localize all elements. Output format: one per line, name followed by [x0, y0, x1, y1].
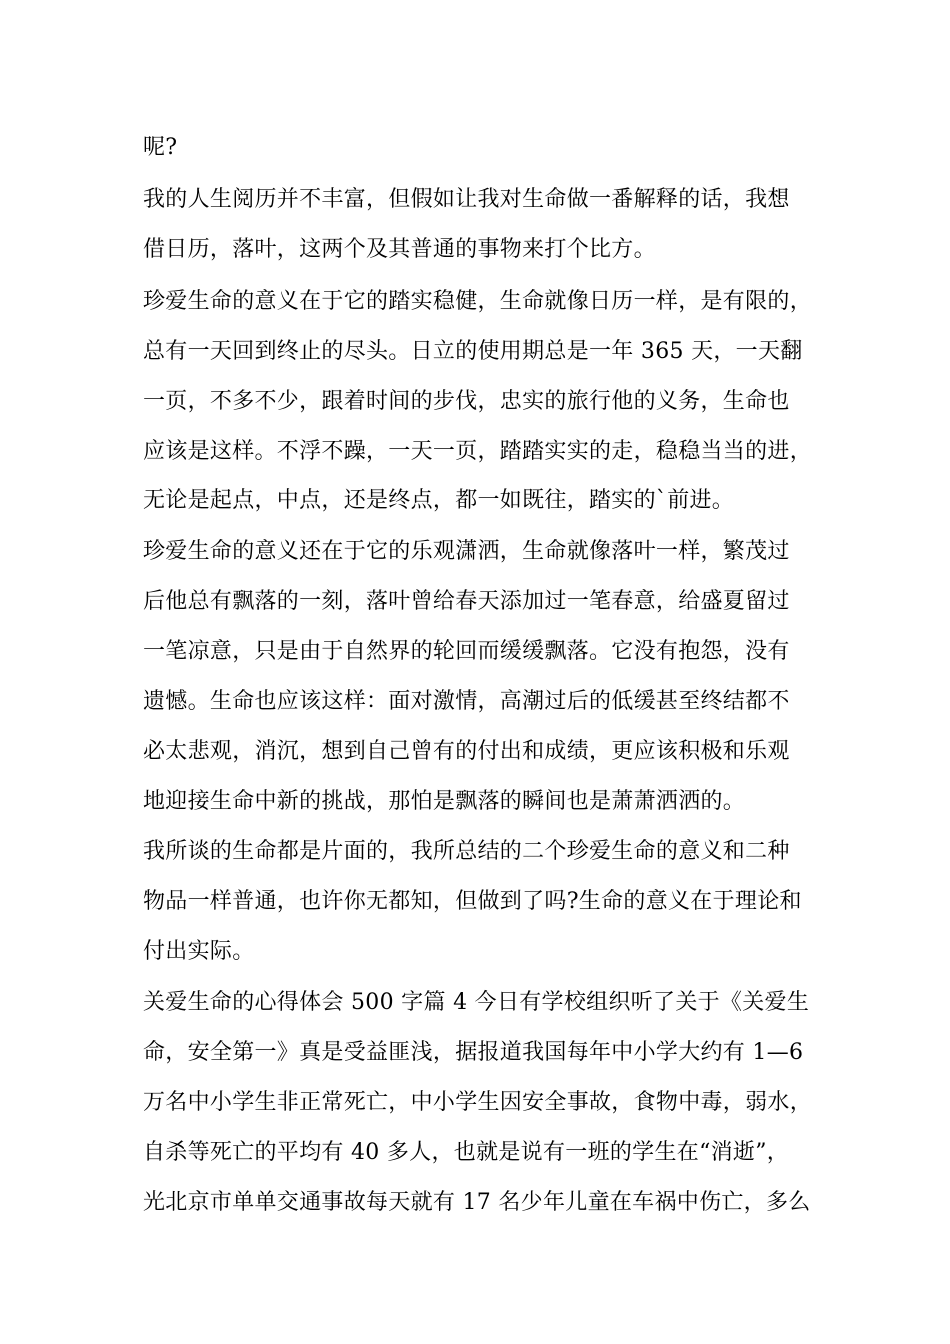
- text-line: 万名中小学生非正常死亡，中小学生因安全事故，食物中毒，弱水，: [143, 1090, 813, 1115]
- text-line: 借日历，落叶，这两个及其普通的事物来打个比方。: [143, 237, 656, 262]
- text-line: 遗憾。生命也应该这样：面对激情，高潮过后的低缓甚至终结都不: [143, 689, 790, 714]
- text-line: 一笔凉意，只是由于自然界的轮回而缓缓飘落。它没有抱怨，没有: [143, 639, 790, 664]
- text-line: 付出实际。: [143, 939, 255, 964]
- text-line: 呢?: [143, 135, 178, 160]
- text-line: 总有一天回到终止的尽头。日立的使用期总是一年 365 天，一天翻: [143, 339, 803, 364]
- text-line: 光北京市单单交通事故每天就有 17 名少年儿童在车祸中伤亡，多么: [143, 1190, 811, 1215]
- text-line: 关爱生命的心得体会 500 字篇 4 今日有学校组织听了关于《关爱生: [143, 990, 810, 1015]
- text-line: 我所谈的生命都是片面的，我所总结的二个珍爱生命的意义和二种: [143, 839, 790, 864]
- text-line: 自杀等死亡的平均有 40 多人，也就是说有一班的学生在“消逝”，: [143, 1140, 790, 1165]
- text-line: 珍爱生命的意义在于它的踏实稳健，生命就像日历一样，是有限的，: [143, 289, 813, 314]
- text-line: 珍爱生命的意义还在于它的乐观潇洒，生命就像落叶一样，繁茂过: [143, 539, 790, 564]
- text-line: 后他总有飘落的一刻，落叶曾给春天添加过一笔春意，给盛夏留过: [143, 589, 790, 614]
- text-line: 我的人生阅历并不丰富，但假如让我对生命做一番解释的话，我想: [143, 187, 790, 212]
- text-line: 一页，不多不少，跟着时间的步伐，忠实的旅行他的义务，生命也: [143, 389, 790, 414]
- text-line: 应该是这样。不浮不躁，一天一页，踏踏实实的走，稳稳当当的进，: [143, 439, 813, 464]
- text-line: 无论是起点，中点，还是终点，都一如既往，踏实的`前进。: [143, 488, 735, 513]
- text-line: 必太悲观，消沉，想到自己曾有的付出和成绩，更应该积极和乐观: [143, 739, 790, 764]
- text-line: 命，安全第一》真是受益匪浅，据报道我国每年中小学大约有 1—6: [143, 1040, 804, 1065]
- text-line: 地迎接生命中新的挑战，那怕是飘落的瞬间也是萧萧洒洒的。: [143, 789, 746, 814]
- text-line: 物品一样普通，也许你无都知，但做到了吗?生命的意义在于理论和: [143, 889, 802, 914]
